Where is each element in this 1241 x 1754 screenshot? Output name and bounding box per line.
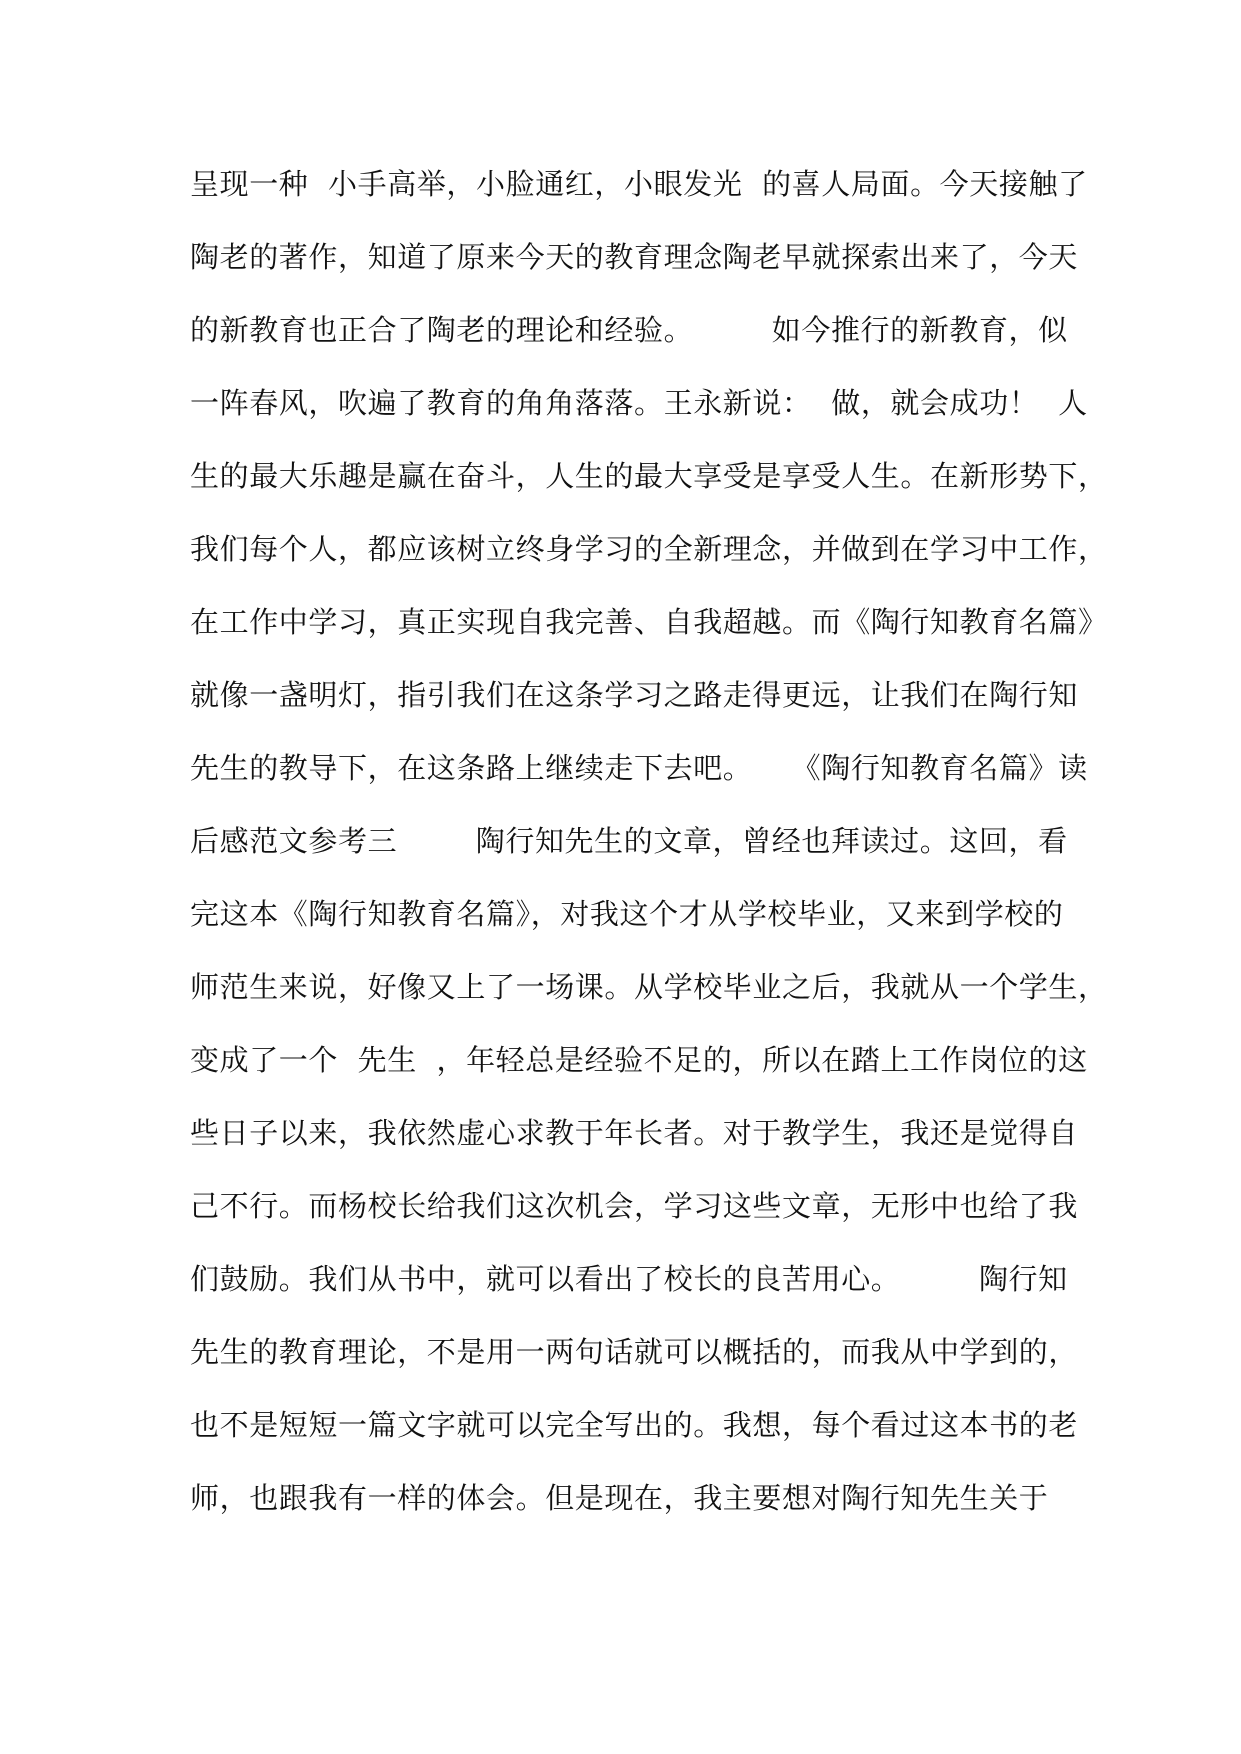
text-line: 先生的教导下，在这条路上继续走下去吧。 《陶行知教育名篇》读 <box>190 751 1088 785</box>
text-line: 生的最大乐趣是赢在奋斗，人生的最大享受是享受人生。在新形势下， <box>190 459 1108 493</box>
text-line: 变成了一个 先生 ，年轻总是经验不足的，所以在踏上工作岗位的这 <box>190 1043 1088 1077</box>
text-line: 师范生来说，好像又上了一场课。从学校毕业之后，我就从一个学生， <box>190 970 1108 1004</box>
text-line: 在工作中学习，真正实现自我完善、自我超越。而《陶行知教育名篇》 <box>190 605 1108 639</box>
text-line: 就像一盏明灯，指引我们在这条学习之路走得更远，让我们在陶行知 <box>190 678 1079 712</box>
text-line: 我们每个人，都应该树立终身学习的全新理念，并做到在学习中工作， <box>190 532 1108 566</box>
text-line: 呈现一种 小手高举，小脸通红，小眼发光 的喜人局面。今天接触了 <box>190 167 1088 201</box>
text-line: 后感范文参考三 陶行知先生的文章，曾经也拜读过。这回，看 <box>190 824 1068 858</box>
text-line: 己不行。而杨校长给我们这次机会，学习这些文章，无形中也给了我 <box>190 1189 1079 1223</box>
text-line: 先生的教育理论，不是用一两句话就可以概括的，而我从中学到的， <box>190 1335 1079 1369</box>
text-line: 也不是短短一篇文字就可以完全写出的。我想，每个看过这本书的老 <box>190 1408 1079 1442</box>
text-line: 师，也跟我有一样的体会。但是现在，我主要想对陶行知先生关于 <box>190 1481 1049 1515</box>
text-line: 完这本《陶行知教育名篇》，对我这个才从学校毕业，又来到学校的 <box>190 897 1064 931</box>
text-line: 些日子以来，我依然虚心求教于年长者。对于教学生，我还是觉得自 <box>190 1116 1079 1150</box>
text-line: 一阵春风，吹遍了教育的角角落落。王永新说： 做，就会成功！ 人 <box>190 386 1088 420</box>
text-line: 陶老的著作，知道了原来今天的教育理念陶老早就探索出来了，今天 <box>190 240 1079 274</box>
text-line: 们鼓励。我们从书中，就可以看出了校长的良苦用心。 陶行知 <box>190 1262 1068 1296</box>
text-line: 的新教育也正合了陶老的理论和经验。 如今推行的新教育，似 <box>190 313 1068 347</box>
body-text <box>190 148 1108 1535</box>
